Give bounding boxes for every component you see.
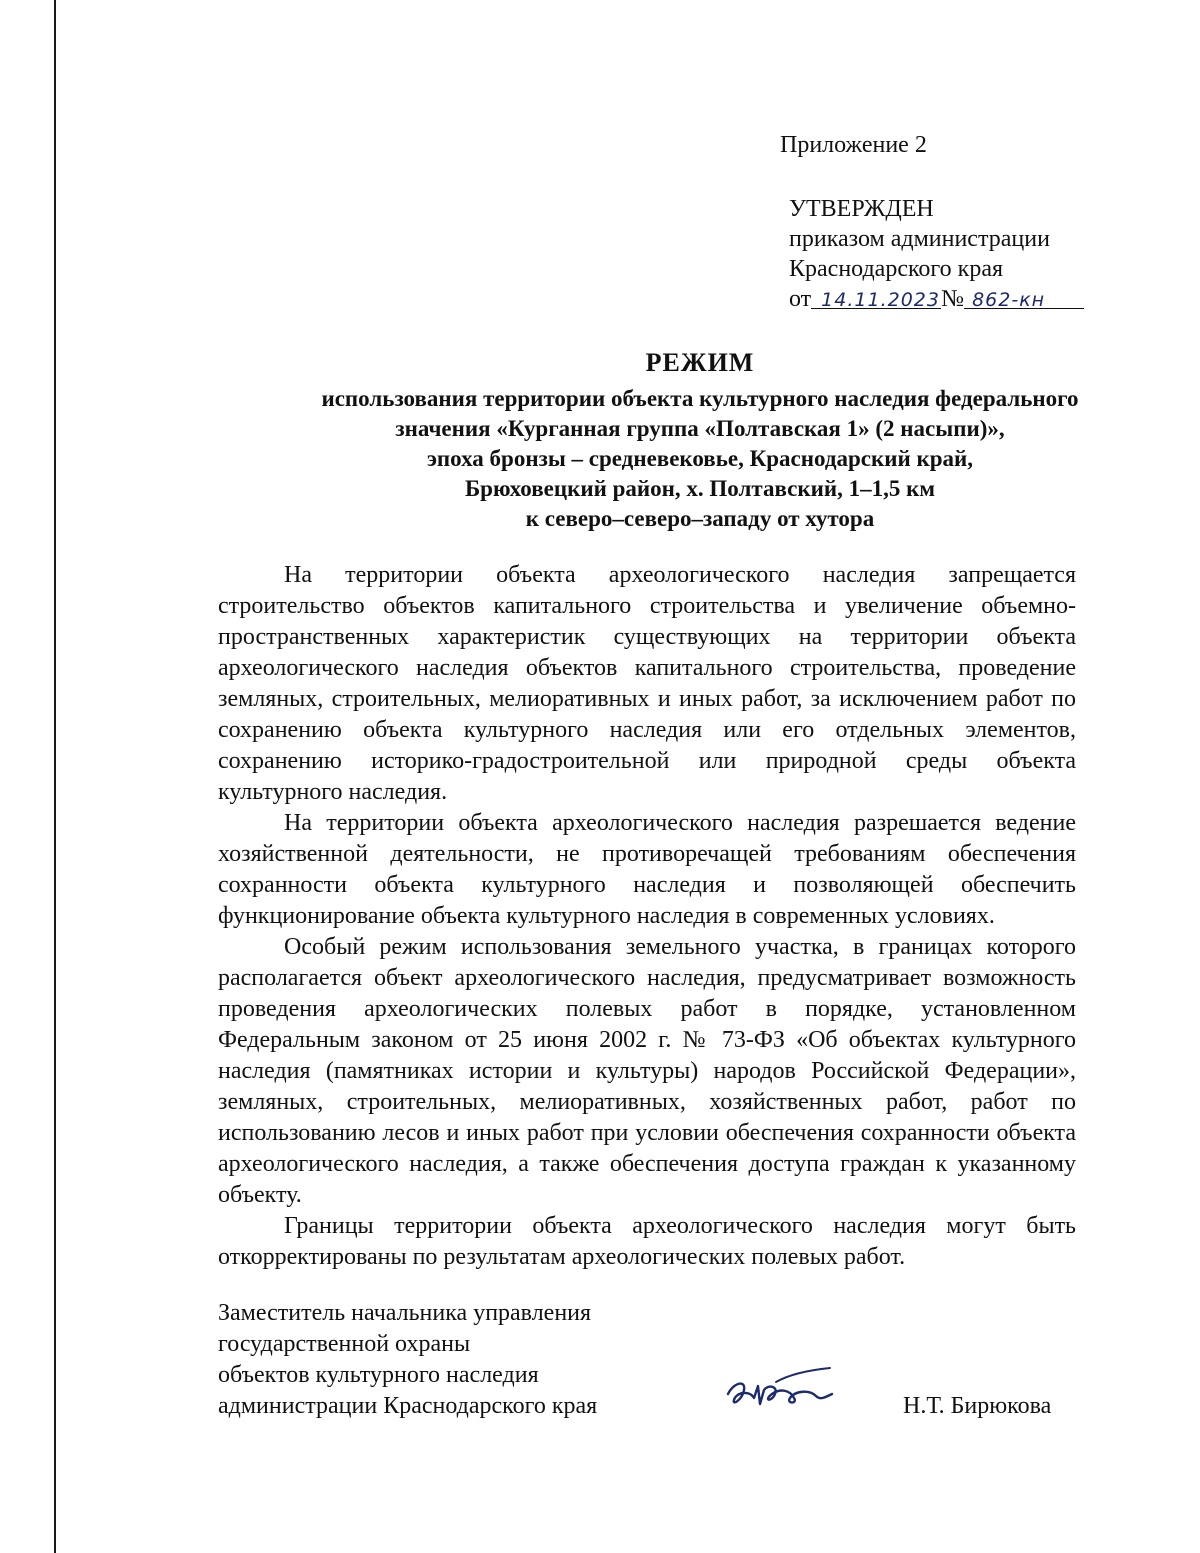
number-prefix: № bbox=[941, 286, 965, 312]
appendix-label: Приложение 2 bbox=[780, 132, 927, 158]
title-line-1: использования территории объекта культурного наследия федерального bbox=[321, 386, 1079, 411]
signatory-position-line-1: Заместитель начальника управления bbox=[218, 1300, 592, 1326]
approval-line-1: приказом администрации bbox=[789, 226, 1050, 252]
signatory-position-line-4: администрации Краснодарского края bbox=[218, 1393, 598, 1419]
paragraph-4: Границы территории объекта археологического наследия могут быть откорректированы по результатам археологических полевых работ. bbox=[218, 1213, 1076, 1270]
handwritten-signature bbox=[720, 1360, 850, 1420]
title-main: РЕЖИМ bbox=[645, 348, 755, 377]
signatory-position-line-3: объектов культурного наследия bbox=[218, 1362, 539, 1388]
order-number: 862-кн bbox=[964, 285, 1084, 309]
document-body bbox=[218, 560, 1076, 1273]
title-line-2: значения «Курганная группа «Полтавская 1» (2 насыпи)», bbox=[395, 416, 1005, 441]
paragraph-3: Особый режим использования земельного участка, в границах которого располагается объект археологического наследия, предусматривает возможность проведения археологических полевых работ в порядке, установленном Федеральным законом от 25 июня 2002 г. № 73-ФЗ «Об объектах культурного наследия (памятниках истории и культуры) народов Российской Федерации», земляных, строительных, мелиоративных, хозяйственных работ, работ по использованию лесов и иных работ при условии обеспечения сохранности объекта археологического наследия, а также обеспечения доступа граждан к указанному объекту. bbox=[218, 934, 1076, 1208]
approval-block bbox=[789, 194, 1084, 314]
approval-heading: УТВЕРЖДЕН bbox=[789, 196, 934, 222]
signatory-name: Н.Т. Бирюкова bbox=[903, 1393, 1052, 1419]
paragraph-1: На территории объекта археологического наследия запрещается строительство объектов капитального строительства и увеличение объемно-пространственных характеристик существующих на территории объекта археологического наследия объектов капитального строительства, проведение земляных, строительных, мелиоративных и иных работ, за исключением работ по сохранению объекта культурного наследия или его отдельных элементов, сохранению историко-градостроительной или природной среды объекта культурного наследия. bbox=[218, 562, 1076, 805]
title-line-4: Брюховецкий район, х. Полтавский, 1–1,5 км bbox=[464, 476, 936, 501]
title-line-5: к северо–северо–западу от хутора bbox=[525, 506, 875, 531]
title-line-3: эпоха бронзы – средневековье, Краснодарский край, bbox=[426, 446, 974, 471]
date-prefix: от bbox=[789, 286, 812, 312]
scan-border-line bbox=[54, 0, 56, 1553]
signatory-position bbox=[218, 1298, 597, 1422]
paragraph-2: На территории объекта археологического наследия разрешается ведение хозяйственной деятельности, не противоречащей требованиям обеспечения сохранности объекта культурного наследия и позволяющей обеспечить функционирование объекта культурного наследия в современных условиях. bbox=[218, 810, 1076, 929]
approval-order-line bbox=[789, 284, 1084, 314]
signatory-position-line-2: государственной охраны bbox=[218, 1331, 471, 1357]
order-date: 14.11.2023 bbox=[811, 285, 941, 309]
approval-line-2: Краснодарского края bbox=[789, 256, 1004, 282]
document-title bbox=[190, 348, 1200, 534]
